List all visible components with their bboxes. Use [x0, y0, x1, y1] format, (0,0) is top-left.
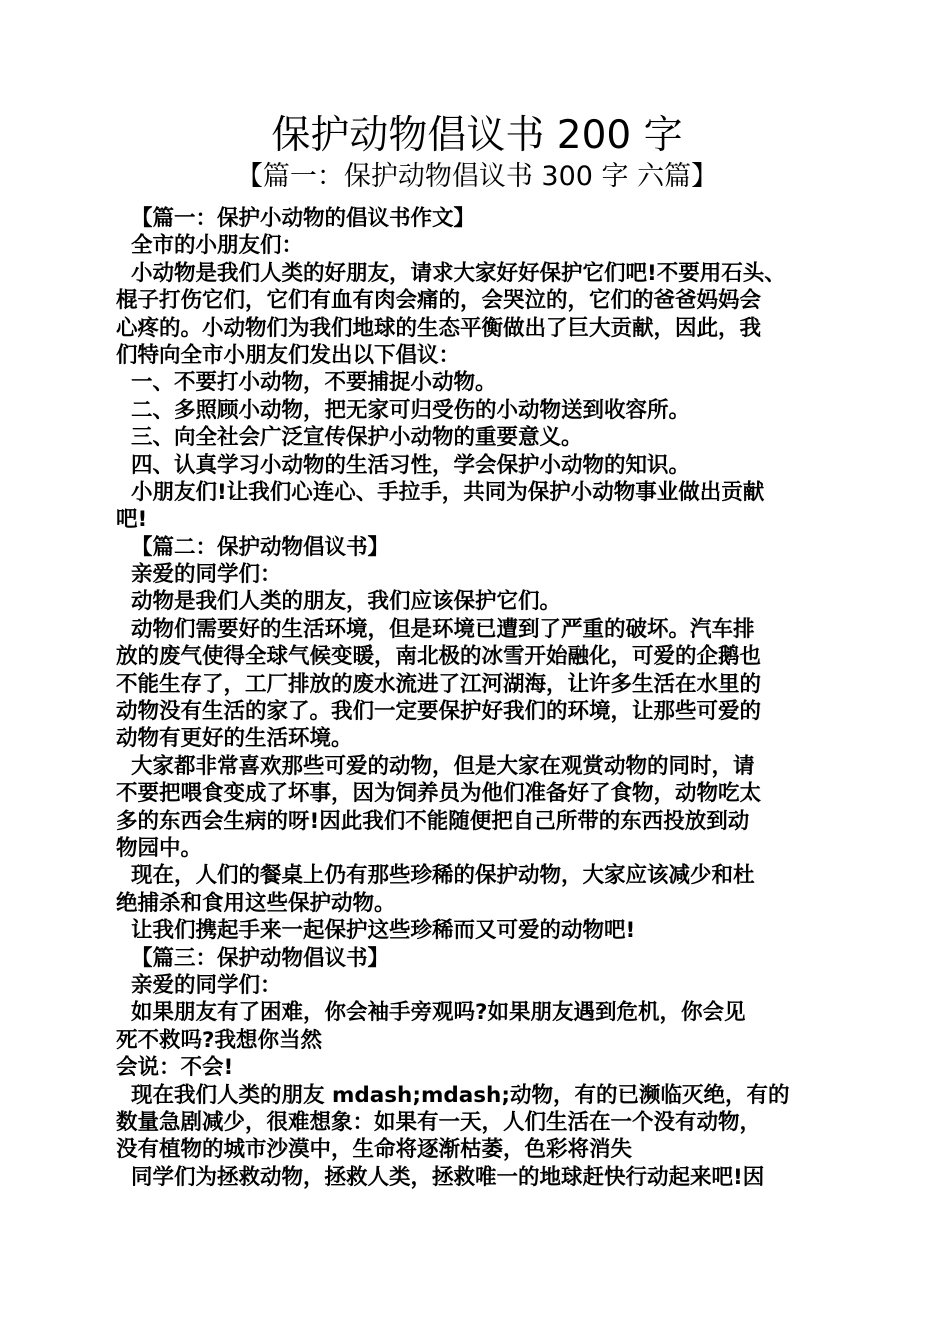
body-line: 大家都非常喜欢那些可爱的动物，但是大家在观赏动物的同时，请: [116, 753, 755, 779]
body-line: 二、多照顾小动物，把无家可归受伤的小动物送到收容所。: [116, 397, 690, 423]
body-line: 现在，人们的餐桌上仍有那些珍稀的保护动物，大家应该减少和杜: [116, 863, 755, 889]
body-line: 们特向全市小朋友们发出以下倡议：: [116, 342, 461, 368]
body-line: 动物们需要好的生活环境，但是环境已遭到了严重的破坏。汽车排: [116, 616, 755, 642]
body-line: 死不救吗?我想你当然: [116, 1027, 322, 1053]
document-subtitle: 【篇一：保护动物倡议书 300 字 六篇】: [235, 161, 719, 192]
body-line: 现在我们人类的朋友 mdash;mdash;动物，有的已濒临灭绝，有的: [116, 1082, 790, 1108]
body-line: 【篇一：保护小动物的倡议书作文】: [116, 206, 475, 231]
body-line: 动物是我们人类的朋友，我们应该保护它们。: [116, 589, 561, 615]
body-line: 同学们为拯救动物，拯救人类，拯救唯一的地球赶快行动起来吧!因: [116, 1164, 765, 1190]
body-line: 动物有更好的生活环境。: [116, 726, 353, 752]
body-line: 【篇二：保护动物倡议书】: [116, 534, 389, 560]
body-line: 小动物是我们人类的好朋友，请求大家好好保护它们吧!不要用石头、: [116, 260, 786, 286]
body-line: 没有植物的城市沙漠中，生命将逐渐枯萎，色彩将消失: [116, 1137, 633, 1163]
document-title: 保护动物倡议书 200 字: [271, 113, 683, 158]
body-line: 放的废气使得全球气候变暖，南北极的冰雪开始融化，可爱的企鹅也: [116, 644, 762, 670]
body-line: 吧!: [116, 507, 148, 533]
body-line: 三、向全社会广泛宣传保护小动物的重要意义。: [116, 425, 583, 451]
body-line: 四、认真学习小动物的生活习性，学会保护小动物的知识。: [116, 452, 690, 478]
body-line: 物园中。: [116, 835, 203, 861]
body-line: 亲爱的同学们：: [116, 562, 282, 588]
body-line: 棍子打伤它们，它们有血有肉会痛的，会哭泣的，它们的爸爸妈妈会: [116, 288, 762, 314]
body-line: 多的东西会生病的呀!因此我们不能随便把自己所带的东西投放到动: [116, 808, 750, 834]
body-line: 不要把喂食变成了坏事，因为饲养员为他们准备好了食物，动物吃太: [116, 781, 762, 807]
body-line: 让我们携起手来一起保护这些珍稀而又可爱的动物吧!: [116, 918, 636, 944]
body-line: 数量急剧减少，很难想象：如果有一天，人们生活在一个没有动物，: [116, 1109, 762, 1135]
body-line: 如果朋友有了困难，你会袖手旁观吗?如果朋友遇到危机，你会见: [116, 1000, 746, 1026]
body-line: 会说：不会!: [116, 1055, 234, 1081]
body-line: 亲爱的同学们：: [116, 972, 282, 998]
body-line: 一、不要打小动物，不要捕捉小动物。: [116, 370, 497, 396]
body-line: 小朋友们!让我们心连心、手拉手，共同为保护小动物事业做出贡献: [116, 479, 765, 505]
body-line: 【篇三：保护动物倡议书】: [116, 945, 389, 971]
body-line: 不能生存了，工厂排放的废水流进了江河湖海，让许多生活在水里的: [116, 671, 762, 697]
body-line: 全市的小朋友们：: [116, 233, 303, 259]
body-line: 绝捕杀和食用这些保护动物。: [116, 890, 396, 916]
document-body: [116, 205, 838, 1191]
body-line: 动物没有生活的家了。我们一定要保护好我们的环境，让那些可爱的: [116, 699, 762, 725]
body-line: 心疼的。小动物们为我们地球的生态平衡做出了巨大贡献，因此，我: [116, 315, 762, 341]
